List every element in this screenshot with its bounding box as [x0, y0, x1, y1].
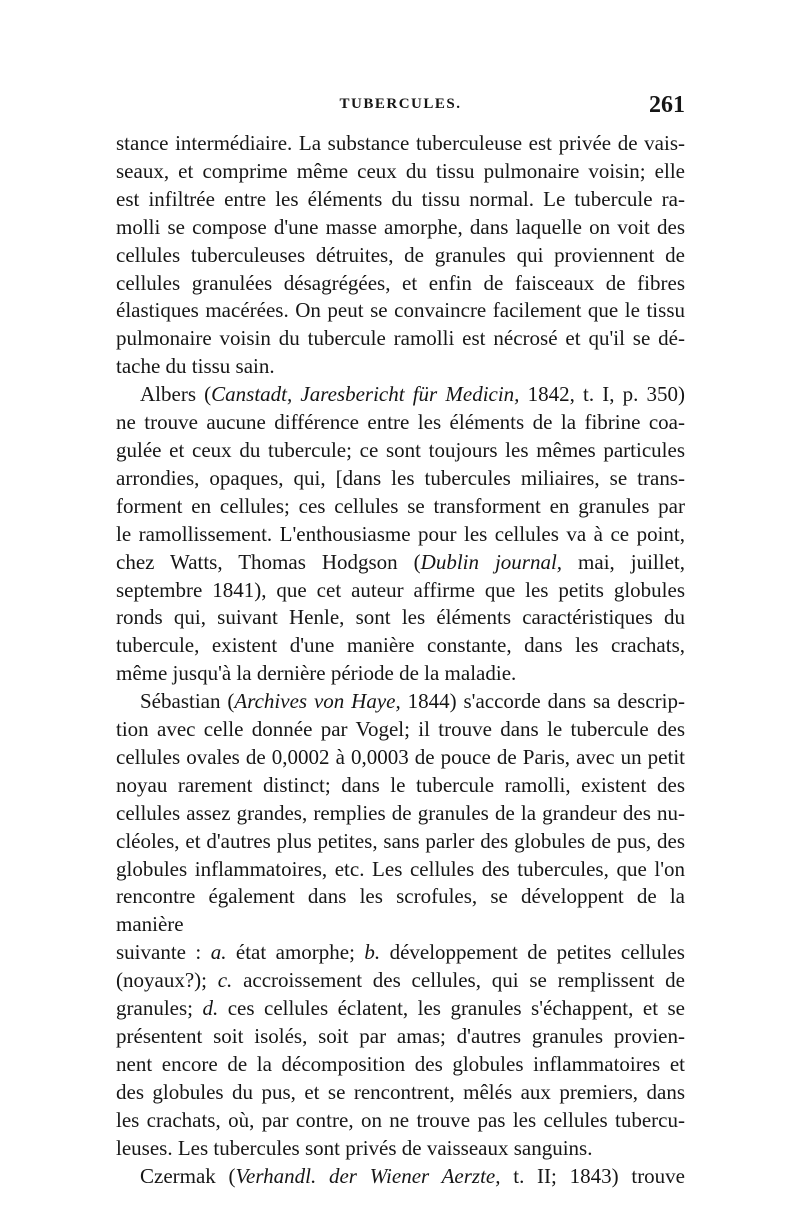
text-line: tubercule, existent d'une manière constante, dans les crachats, [116, 633, 685, 658]
text-line: leuses. Les tubercules sont privés de vaisseaux sanguins. [116, 1135, 593, 1160]
text-line: arrondies, opaques, qui, [dans les tubercules miliaires, se trans- [116, 465, 685, 490]
text-line: noyau rarement distinct; dans le tubercule ramolli, existent des [116, 772, 685, 797]
text-line: Czermak (Verhandl. der Wiener Aerzte, t. II; 1843) trouve [140, 1163, 686, 1188]
text-line: cléoles, et d'autres plus petites, sans parler des globules de pus, des [116, 828, 685, 853]
text-line: est infiltrée entre les éléments du tissu normal. Le tubercule ra- [116, 186, 685, 211]
text-line: pulmonaire voisin du tubercule ramolli est nécrosé et qu'il se dé- [116, 326, 685, 351]
text-line: même jusqu'à la dernière période de la maladie. [116, 661, 517, 686]
text-line: présentent soit isolés, soit par amas; d'autres granules provien- [116, 1024, 685, 1048]
text-line: gulée et ceux du tubercule; ce sont toujours les mêmes particules [116, 437, 685, 462]
page-header [116, 92, 685, 126]
text-line: granules; d. ces cellules éclatent, les granules s'échappent, et se [116, 996, 685, 1021]
running-head: TUBERCULES. [339, 96, 462, 112]
body-text [116, 130, 685, 1190]
page-number: 261 [649, 92, 685, 118]
text-line: suivante : a. état amorphe; b. développement de petites cellules [116, 940, 685, 965]
text-line: cellules ovales de 0,0002 à 0,0003 de pouce de Paris, avec un petit [116, 744, 685, 769]
text-line: cellules granulées désagrégées, et enfin de faisceaux de fibres [116, 270, 685, 295]
text-line: chez Watts, Thomas Hodgson (Dublin journal, mai, juillet, [116, 549, 685, 574]
text-line: tion avec celle donnée par Vogel; il trouve dans le tubercule des [116, 717, 685, 742]
text-line: forment en cellules; ces cellules se transforment en granules par [116, 493, 685, 518]
enum-letter: c. [217, 968, 233, 993]
text-line: Albers (Canstadt, Jaresbericht für Medicin, 1842, t. I, p. 350) [140, 382, 685, 407]
enum-letter: d. [202, 996, 219, 1021]
text-line: les crachats, où, par contre, on ne trouve pas les cellules tubercu- [116, 1107, 685, 1132]
enum-letter: a. [210, 940, 227, 965]
citation-title: Dublin journal, [420, 549, 563, 574]
text-line: (noyaux?); c. accroissement des cellules, qui se remplissent de [116, 968, 685, 993]
text-line: nent encore de la décomposition des globules inflammatoires et [116, 1051, 685, 1076]
text-line: septembre 1841), que cet auteur affirme que les petits globules [116, 577, 685, 602]
enum-letter: b. [364, 940, 381, 965]
text-line: des globules du pus, et se rencontrent, mêlés aux premiers, dans [116, 1079, 685, 1104]
text-line: Sébastian (Archives von Haye, 1844) s'accorde dans sa descrip- [140, 689, 685, 714]
text-line: stance intermédiaire. La substance tuberculeuse est privée de vais- [116, 131, 685, 155]
text-line: globules inflammatoires, etc. Les cellules des tubercules, que l'on [116, 856, 685, 881]
text-line: molli se compose d'une masse amorphe, dans laquelle on voit des [116, 214, 685, 239]
text-line: ronds qui, suivant Henle, sont les éléments caractéristiques du [116, 605, 685, 630]
citation-title: Archives von Haye, [234, 689, 401, 714]
text-line: élastiques macérées. On peut se convaincre facilement que le tissu [116, 298, 685, 323]
text-line: le ramollissement. L'enthousiasme pour les cellules va à ce point, [116, 521, 685, 546]
text-line: cellules assez grandes, remplies de granules de la grandeur des nu- [116, 800, 685, 825]
citation-title: Canstadt, Jaresbericht für Medicin, [211, 382, 520, 407]
text-line: cellules tuberculeuses détruites, de granules qui proviennent de [116, 242, 685, 267]
text-line: tache du tissu sain. [116, 354, 275, 379]
text-line: seaux, et comprime même ceux du tissu pulmonaire voisin; elle [116, 158, 685, 183]
text-line: ne trouve aucune différence entre les éléments de la fibrine coa- [116, 410, 685, 435]
text-line: rencontre également dans les scrofules, se développent de la manière [116, 884, 685, 937]
citation-title: Verhandl. der Wiener Aerzte, [235, 1163, 501, 1188]
